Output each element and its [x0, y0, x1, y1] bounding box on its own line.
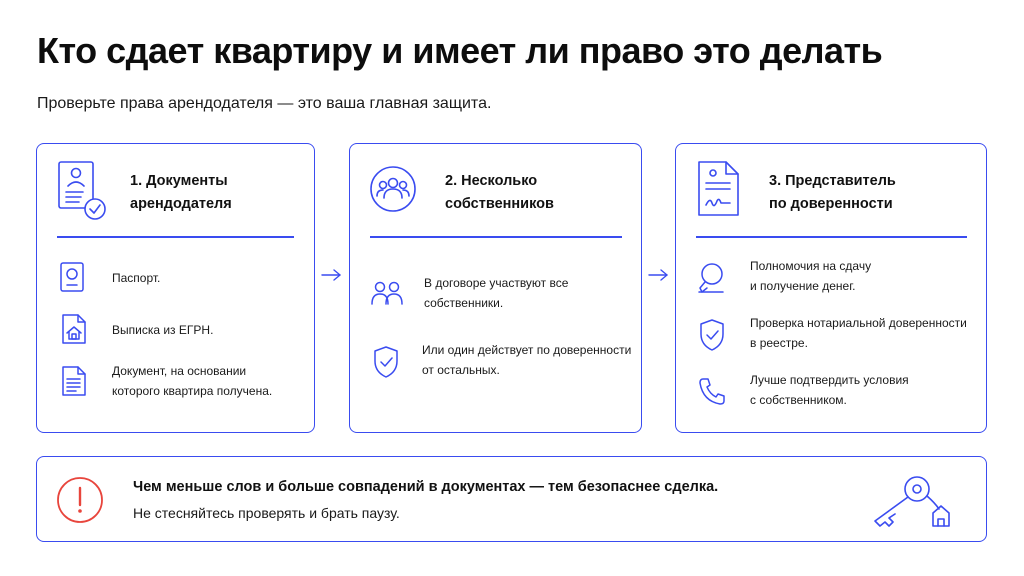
card-divider — [370, 236, 622, 238]
card-title-line1: 1. Документы — [130, 173, 228, 189]
key-house-tag-icon — [865, 469, 957, 529]
card-landlord-documents — [36, 143, 315, 433]
phone-icon — [698, 376, 726, 406]
text-document-icon — [61, 365, 87, 397]
shield-check-icon — [372, 345, 400, 379]
item-text-line2: и получение денег. — [750, 279, 856, 293]
card-representative — [675, 143, 987, 433]
users-group-icon — [369, 165, 417, 213]
item-text-line1: Или один действует по доверенности — [422, 343, 632, 357]
item-text-line2: с собственником. — [750, 393, 847, 407]
item-text: Выписка из ЕГРН. — [112, 323, 214, 337]
item-text-line1: В договоре участвуют все — [424, 276, 569, 290]
item-text-line1: Полномочия на сдачу — [750, 259, 872, 273]
list-item-authority — [676, 257, 986, 301]
card-header — [37, 144, 314, 236]
exclamation-icon — [56, 476, 104, 524]
banner-main-text: Чем меньше слов и больше совпадений в документах — тем безопаснее сделка. — [133, 479, 719, 495]
shield-check-icon — [698, 318, 726, 352]
arrow-right-icon — [320, 267, 344, 283]
item-text: Паспорт. — [112, 271, 161, 285]
card-title-line1: 2. Несколько — [445, 173, 538, 189]
stamp-icon — [696, 262, 726, 294]
list-item-power-of-attorney — [350, 341, 641, 385]
card-title-line2: арендодателя — [130, 196, 232, 212]
arrow-right-icon — [647, 267, 671, 283]
banner-sub-text: Не стесняйтесь проверять и брать паузу. — [133, 505, 400, 521]
item-text-line2: от остальных. — [422, 363, 500, 377]
list-item-ownership-doc — [37, 362, 314, 407]
item-text-line1: Лучше подтвердить условия — [750, 373, 909, 387]
passport-icon — [59, 261, 85, 293]
house-document-icon — [61, 313, 87, 345]
item-text-line2: в реестре. — [750, 336, 808, 350]
item-text-line1: Проверка нотариальной доверенности — [750, 316, 967, 330]
document-check-icon — [57, 158, 107, 222]
card-title-line2: по доверенности — [769, 196, 893, 212]
two-people-icon — [370, 280, 404, 306]
warning-banner — [36, 456, 987, 542]
list-item-registry-check — [676, 314, 986, 358]
item-text-line2: которого квартира получена. — [112, 384, 273, 398]
card-title-line1: 3. Представитель — [769, 173, 896, 189]
list-item-egrn — [37, 311, 314, 351]
list-item-confirm-owner — [676, 371, 986, 415]
card-divider — [696, 236, 967, 238]
card-title-line2: собственников — [445, 196, 554, 212]
signed-document-icon — [696, 159, 742, 219]
list-item-all-owners — [350, 274, 641, 318]
card-header — [676, 144, 986, 236]
item-text-line1: Документ, на основании — [112, 364, 247, 378]
card-multiple-owners — [349, 143, 642, 433]
page-subtitle: Проверьте права арендодателя — это ваша главная защита. — [37, 95, 492, 112]
item-text-line2: собственники. — [424, 296, 504, 310]
card-header — [350, 144, 641, 236]
card-divider — [57, 236, 294, 238]
list-item-passport — [37, 259, 314, 299]
page-title: Кто сдает квартиру и имеет ли право это делать — [37, 30, 883, 71]
